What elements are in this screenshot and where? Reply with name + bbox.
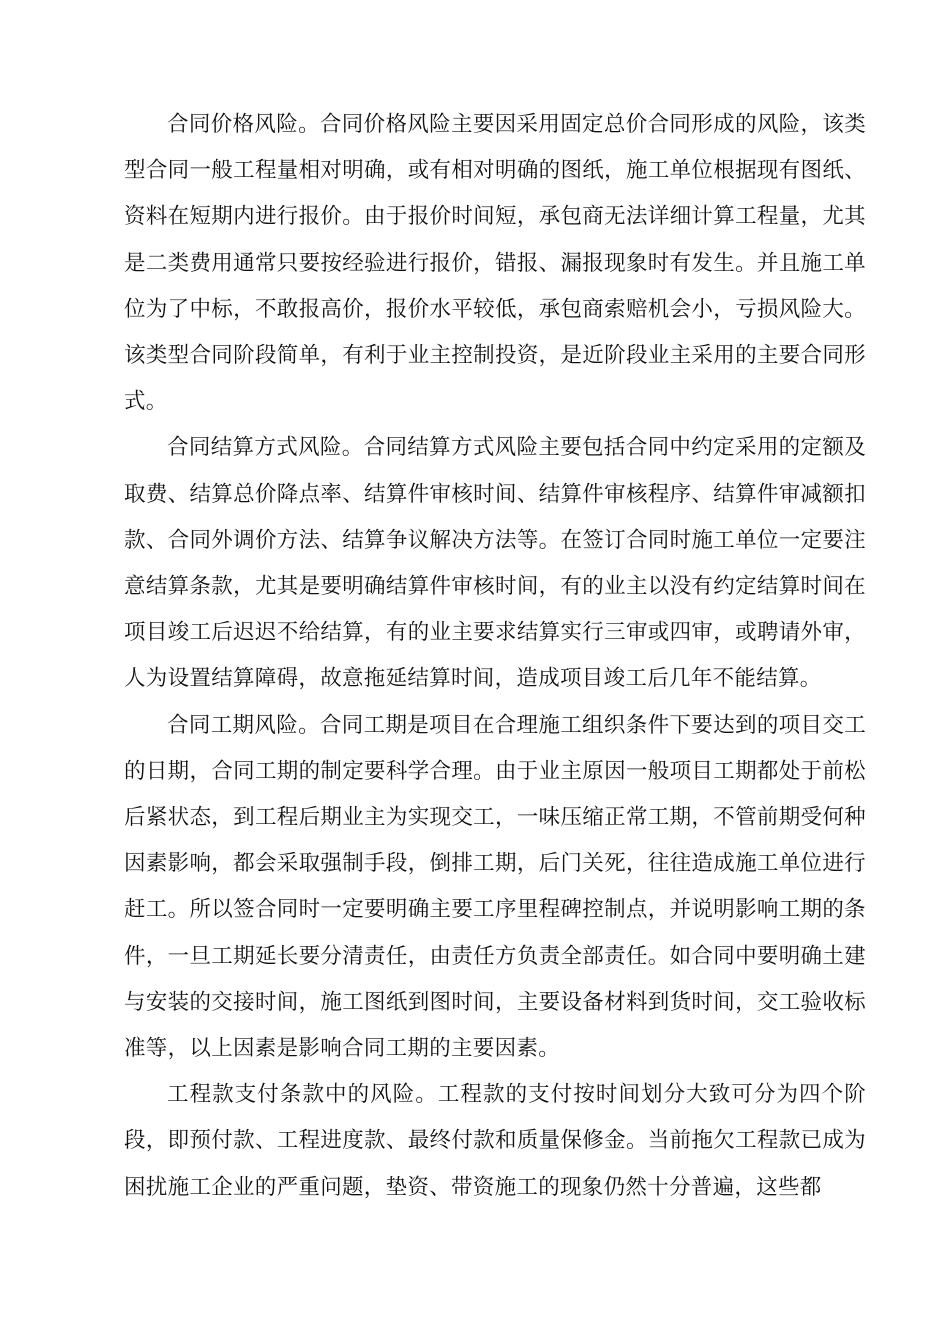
paragraph-payment-terms-risk: 工程款支付条款中的风险。工程款的支付按时间划分大致可分为四个阶段，即预付款、工程进度款、最终付款和质量保修金。当前拖欠工程款已成为困扰施工企业的严重问题，垫资、带资施工的现象仍然十分普遍，这些都	[124, 1082, 866, 1200]
paragraph-contract-price-risk: 合同价格风险。合同价格风险主要因采用固定总价合同形成的风险，该类型合同一般工程量相对明确，或有相对明确的图纸，施工单位根据现有图纸、资料在短期内进行报价。由于报价时间短，承包商无法详细计算工程量，尤其是二类费用通常只要按经验进行报价，错报、漏报现象时有发生。并且施工单位为了中标，不敢报高价，报价水平较低，承包商索赔机会小，亏损风险大。该类型合同阶段简单，有利于业主控制投资，是近阶段业主采用的主要合同形式。	[124, 112, 866, 415]
paragraph-contract-duration-risk: 合同工期风险。合同工期是项目在合理施工组织条件下要达到的项目交工的日期，合同工期的制定要科学合理。由于业主原因一般项目工期都处于前松后紧状态，到工程后期业主为实现交工，一味压缩正常工期，不管前期受何种因素影响，都会采取强制手段，倒排工期，后门关死，往往造成施工单位进行赶工。所以签合同时一定要明确主要工序里程碑控制点，并说明影响工期的条件，一旦工期延长要分清责任，由责任方负责全部责任。如合同中要明确土建与安装的交接时间，施工图纸到图时间，主要设备材料到货时间，交工验收标准等，以上因素是影响合同工期的主要因素。	[124, 712, 866, 1062]
document-body	[124, 102, 866, 1211]
paragraph-settlement-method-risk: 合同结算方式风险。合同结算方式风险主要包括合同中约定采用的定额及取费、结算总价降点率、结算件审核时间、结算件审核程序、结算件审减额扣款、合同外调价方法、结算争议解决方法等。在签订合同时施工单位一定要注意结算条款，尤其是要明确结算件审核时间，有的业主以没有约定结算时间在项目竣工后迟迟不给结算，有的业主要求结算实行三审或四审，或聘请外审，人为设置结算障碍，故意拖延结算时间，造成项目竣工后几年不能结算。	[124, 435, 866, 692]
